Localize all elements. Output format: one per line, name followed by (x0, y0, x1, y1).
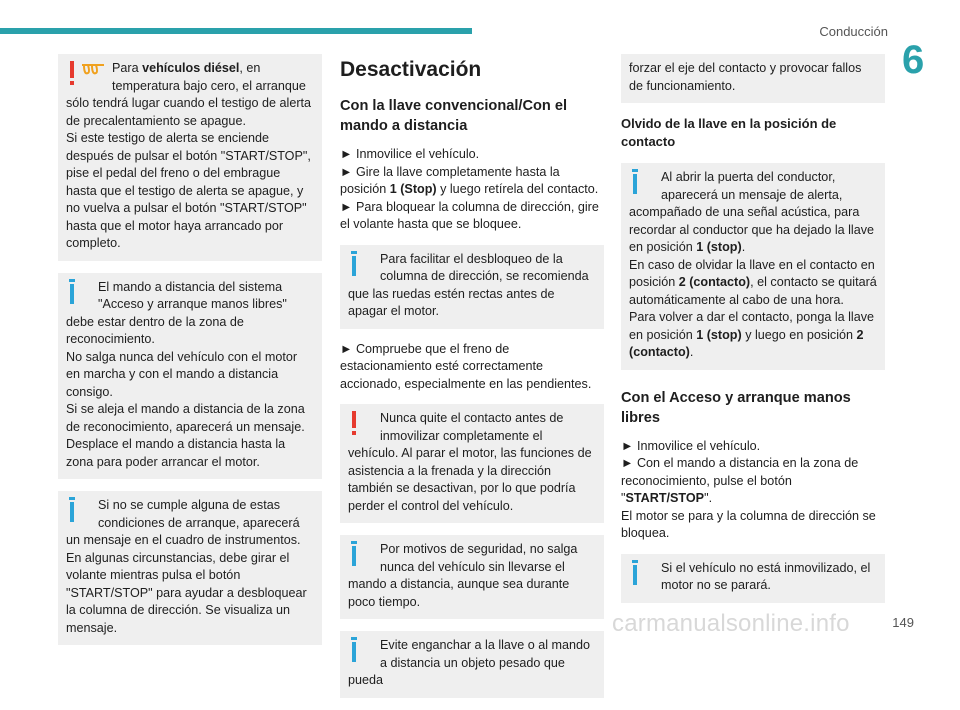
keyless-steps: ► Inmovilice el vehículo. ► Con el mando a distancia en la zona de reconocimiento, pulse el botón "START/STOP". El motor se para y la columna de dirección se bloquea. (621, 438, 876, 540)
steps-list: ► Inmovilice el vehículo. ► Gire la llave completamente hasta la posición 1 (Stop) y luego retírela del contacto. ► Para bloquear la columna de dirección, gire el volante hasta que se bloquee. (340, 147, 599, 231)
column-1 (58, 54, 322, 657)
preheat-warning-icon (80, 62, 106, 76)
note-key-forgotten: Al abrir la puerta del conductor, aparecerá un mensaje de alerta, acompañado de una señal acústica, para recordar al conductor que ha dejado la llave en posición 1 (stop). En caso de olvidar la llave en el contacto en posición 2 (contacto), el contacto se quitará automáticamente al cabo de una hora. Para volver a dar el contacto, ponga la llave en posición 1 (stop) y luego en posición 2 (contacto). (621, 163, 885, 370)
note-remote-zone: El mando a distancia del sistema "Acceso y arranque manos libres" debe estar dentro de la zona de reconocimiento. No salga nunca del vehículo con el motor en marcha y con el mando a distancia consigo. Si se aleja el mando a distancia de la zona de reconocimiento, aparecerá un mensaje. Desplace el mando a distancia hasta la zona para poder arrancar el motor. (58, 273, 322, 480)
note-never-switch-off: Nunca quite el contacto antes de inmovilizar completamente el vehículo. Al parar el motor, las funciones de asistencia a la frenada y la dirección también se desactivan, por lo que podría perder el control del vehículo. (340, 404, 604, 523)
note-start-conditions: Si no se cumple alguna de estas condiciones de arranque, aparecerá un mensaje en el cuadro de instrumentos. En algunas circunstancias, debe girar el volante mientras pulsa el botón "START/STOP" para ayudar a desbloquear la columna de dirección. Se visualiza un mensaje. (58, 491, 322, 645)
info-icon (629, 169, 659, 199)
subheading-key-remote: Con la llave convencional/Con el mando a distancia (340, 98, 568, 134)
page-number: 149 (892, 615, 914, 630)
warning-icon (348, 410, 378, 440)
section-title: Conducción (819, 24, 888, 39)
info-icon (348, 637, 378, 667)
note-heavy-object: Evite enganchar a la llave o al mando a distancia un objeto pesado que pueda (340, 631, 604, 698)
chapter-number: 6 (902, 38, 925, 82)
watermark: carmanualsonline.info (612, 610, 850, 637)
info-icon (348, 541, 378, 571)
note-preheat-warning: Para vehículos diésel, en temperatura bajo cero, el arranque sólo tendrá lugar cuando el testigo de alerta de precalentamiento se apague. Si este testigo de alerta se enciende después de pulsar el botón "START/STOP", pise el pedal del freno o del embrague hasta que el testigo de alerta se apague, y no vuelva a pulsar el botón "START/STOP" hasta que el motor haya arrancado por completo. (58, 54, 322, 261)
heading-key-forgotten: Olvido de la llave en la posición de contacto (621, 116, 837, 149)
warning-icon (66, 60, 110, 90)
header-accent-bar (0, 28, 472, 34)
info-icon (348, 251, 378, 281)
note-not-immobilized: Si el vehículo no está inmovilizado, el motor no se parará. (621, 554, 885, 603)
info-icon (629, 560, 659, 590)
step-parking-brake: ► Compruebe que el freno de estacionamiento esté correctamente accionado, especialmente en las pendientes. (340, 341, 592, 391)
note-heavy-object-continued: forzar el eje del contacto y provocar fallos de funcionamiento. (621, 54, 885, 103)
subheading-keyless: Con el Acceso y arranque manos libres (621, 389, 851, 426)
column-2 (340, 54, 604, 710)
note-security-remote: Por motivos de seguridad, no salga nunca del vehículo sin llevarse el mando a distancia, aunque sea durante poco tiempo. (340, 535, 604, 619)
column-3 (621, 54, 885, 615)
info-icon (66, 497, 96, 527)
info-icon (66, 279, 96, 309)
note-unlock-steering: Para facilitar el desbloqueo de la columna de dirección, se recomienda que las ruedas estén rectas antes de apagar el motor. (340, 245, 604, 329)
heading-deactivation: Desactivación (340, 58, 482, 81)
